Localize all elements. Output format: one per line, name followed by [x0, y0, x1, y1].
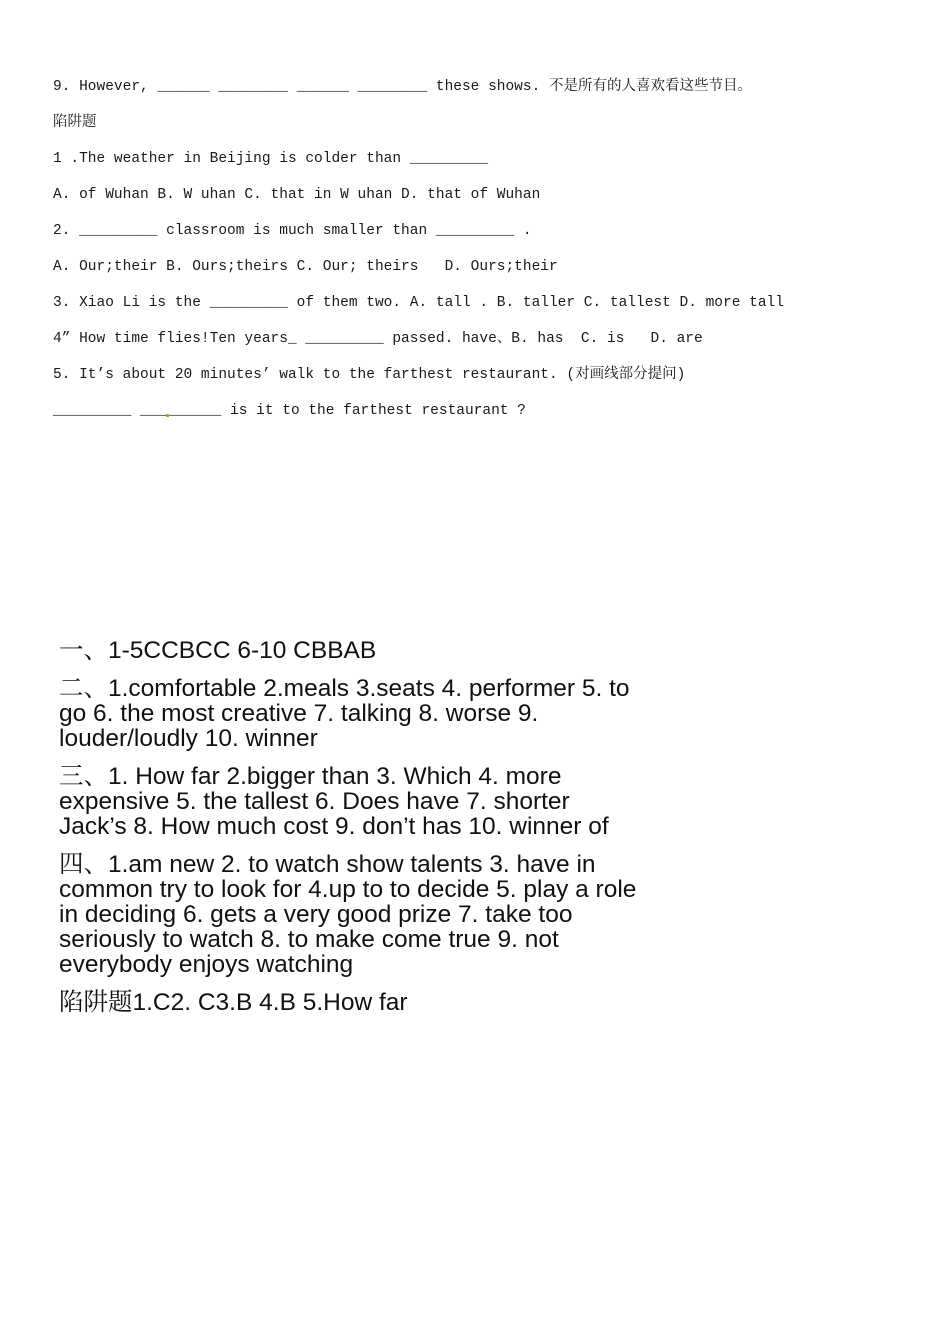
trap-question-2: 2. _________ classroom is much smaller than _________ . [53, 223, 532, 239]
answer-part-3: 三、1. How far 2.bigger than 3. Which 4. more expensive 5. the tallest 6. Does have 7. shorter Jack’s 8. How much cost 9. don’t has 10. winner of [59, 763, 609, 840]
trap-question-5-blanks [53, 402, 526, 420]
trap-question-5: 5. It’s about 20 minutes’ walk to the farthest restaurant. (对画线部分提问) [53, 367, 686, 383]
blank-part-b: ______ is it to the farthest restaurant ? [169, 403, 526, 419]
trap-question-3: 3. Xiao Li is the _________ of them two. A. tall . B. taller C. tallest D. more tall [53, 295, 784, 311]
answer-part-1: 一、1-5CCBCC 6-10 CBBAB [59, 637, 377, 664]
blank-part-a: _________ ___ [53, 403, 167, 419]
answer-part-4: 四、1.am new 2. to watch show talents 3. have in common try to look for 4.up to to decide 5. play a role in deciding 6. gets a very good prize 7. take too seriously to watch 8. to make come true 9. not everybody enjoys watching [59, 851, 637, 978]
trap-question-1-options: A. of Wuhan B. W uhan C. that in W uhan D. that of Wuhan [53, 187, 541, 203]
question-9: 9. However, ______ ________ ______ ________ these shows. 不是所有的人喜欢看这些节目。 [53, 79, 752, 95]
trap-questions-heading: 陷阱题 [53, 115, 97, 131]
trap-question-2-options: A. Our;their B. Ours;theirs C. Our; theirs D. Ours;their [53, 259, 558, 275]
answer-part-2: 二、1.comfortable 2.meals 3.seats 4. performer 5. to go 6. the most creative 7. talking 8. worse 9. louder/loudly 10. winner [59, 675, 630, 752]
answer-key-section [59, 638, 639, 1028]
trap-question-1: 1 .The weather in Beijing is colder than _________ [53, 151, 489, 167]
trap-question-4: 4” How time flies!Ten years_ _________ passed. have、B. has C. is D. are [53, 331, 703, 347]
answer-trap-questions: 陷阱题1.C2. C3.B 4.B 5.How far [59, 989, 408, 1016]
